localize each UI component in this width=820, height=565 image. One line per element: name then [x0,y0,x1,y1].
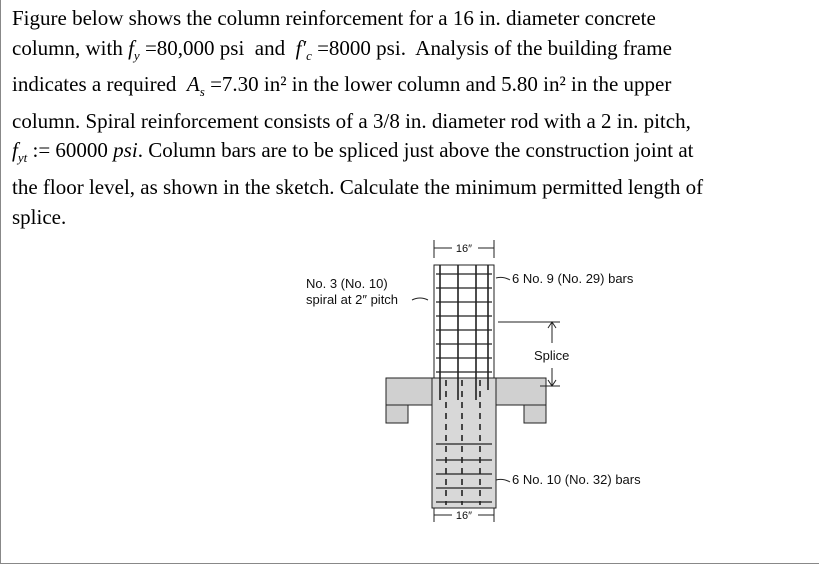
lower-bars-label: 6 No. 10 (No. 32) bars [512,472,641,487]
upper-bars-label: 6 No. 9 (No. 29) bars [512,271,634,286]
beam-left [386,405,408,423]
problem-line-2: column, with $f_y =80,000$ psi and $f'_c =8000$ psi. Analysis of the building frame [12,35,672,63]
problem-line-1: Figure below shows the column reinforcement for a 16 in. diameter concrete [12,6,656,30]
splice-label: Splice [534,348,570,363]
upper-column [434,265,494,378]
spiral-label-line1: No. 3 (No. 10) [306,276,388,291]
fy-symbol: f [128,35,134,60]
upper-bars-leader [496,277,510,280]
problem-line-3: indicates a required $A_s =7.30$ in² in the lower column and 5.80 in² in the upper [12,72,672,100]
problem-line-5: $f_{yt}$ := 60000 psi. Column bars are to be spliced just above the construction joint at [12,138,694,166]
problem-line-7: splice. [12,204,67,229]
top-dim-label: 16″ [455,243,473,255]
lower-bars-leader [496,479,510,482]
fyt-symbol: f [12,138,18,163]
problem-line-6: the floor level, as shown in the sketch. Calculate the minimum permitted length of [12,175,704,200]
beam-right [524,405,546,423]
problem-line-4: column. Spiral reinforcement consists of a 3/8 in. diameter rod with a 2 in. pitch, [12,108,691,133]
bottom-dim-label: 16″ [455,510,473,522]
spiral-label-line2: spiral at 2″ pitch [306,292,399,307]
spiral-leader [412,298,428,300]
as-symbol: A [186,72,200,97]
fc-symbol: f′ [295,35,307,60]
